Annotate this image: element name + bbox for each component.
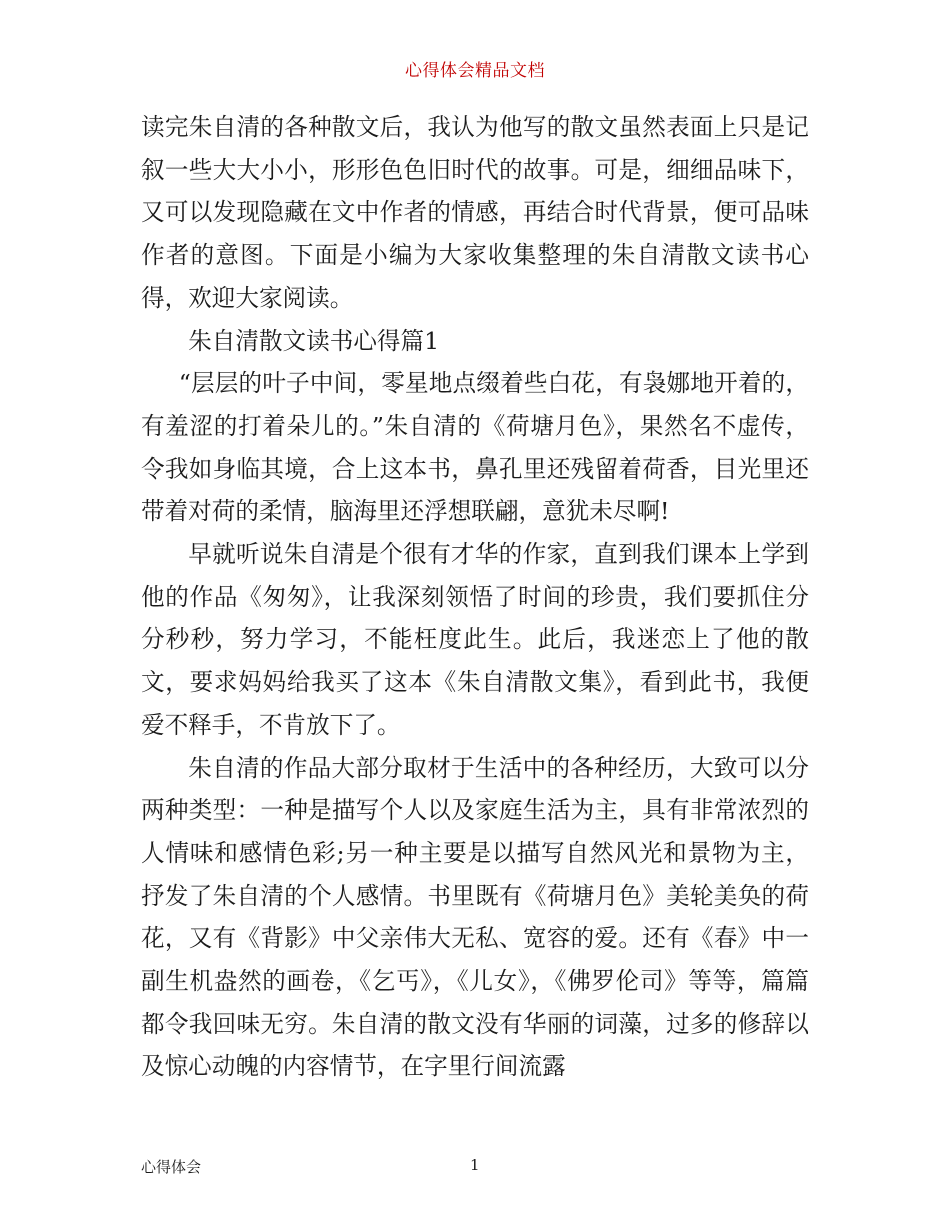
intro-paragraph: 读完朱自清的各种散文后，我认为他写的散文虽然表面上只是记叙一些大大小小，形形色色旧时代的故事。可是，细细品味下，又可以发现隐藏在文中作者的情感，再结合时代背景，便可品味作者的意图。下面是小编为大家收集整理的朱自清散文读书心得，欢迎大家阅读。 [141,113,809,312]
page-number: 1 [470,1156,480,1174]
page-header-title: 心得体会精品文档 [405,61,545,81]
section-heading: 朱自清散文读书心得篇1 [188,326,440,355]
document-body [141,106,809,1088]
body-paragraph-1: “层层的叶子中间，零星地点缀着些白花，有袅娜地开着的，有羞涩的打着朵儿的。”朱自清的《荷塘月色》，果然名不虚传，令我如身临其境，合上这本书，鼻孔里还残留着荷香，目光里还带着对荷的柔情，脑海里还浮想联翩，意犹未尽啊! [141,369,809,526]
body-paragraph-3: 朱自清的作品大部分取材于生活中的各种经历，大致可以分两种类型：一种是描写个人以及家庭生活为主，具有非常浓烈的人情味和感情色彩;另一种主要是以描写自然风光和景物为主，抒发了朱自清的个人感情。书里既有《荷塘月色》美轮美奂的荷花，又有《背影》中父亲伟大无私、宽容的爱。还有《春》中一副生机盎然的画卷，《乞丐》，《儿女》，《佛罗伦司》等等，篇篇都令我回味无穷。朱自清的散文没有华丽的词藻，过多的修辞以及惊心动魄的内容情节，在字里行间流露 [141,753,809,1081]
body-paragraph-2: 早就听说朱自清是个很有才华的作家，直到我们课本上学到他的作品《匆匆》，让我深刻领悟了时间的珍贵，我们要抓住分分秒秒，努力学习，不能枉度此生。此后，我迷恋上了他的散文，要求妈妈给我买了这本《朱自清散文集》，看到此书，我便爱不释手，不肯放下了。 [141,540,809,739]
page-footer-label: 心得体会 [141,1158,202,1176]
